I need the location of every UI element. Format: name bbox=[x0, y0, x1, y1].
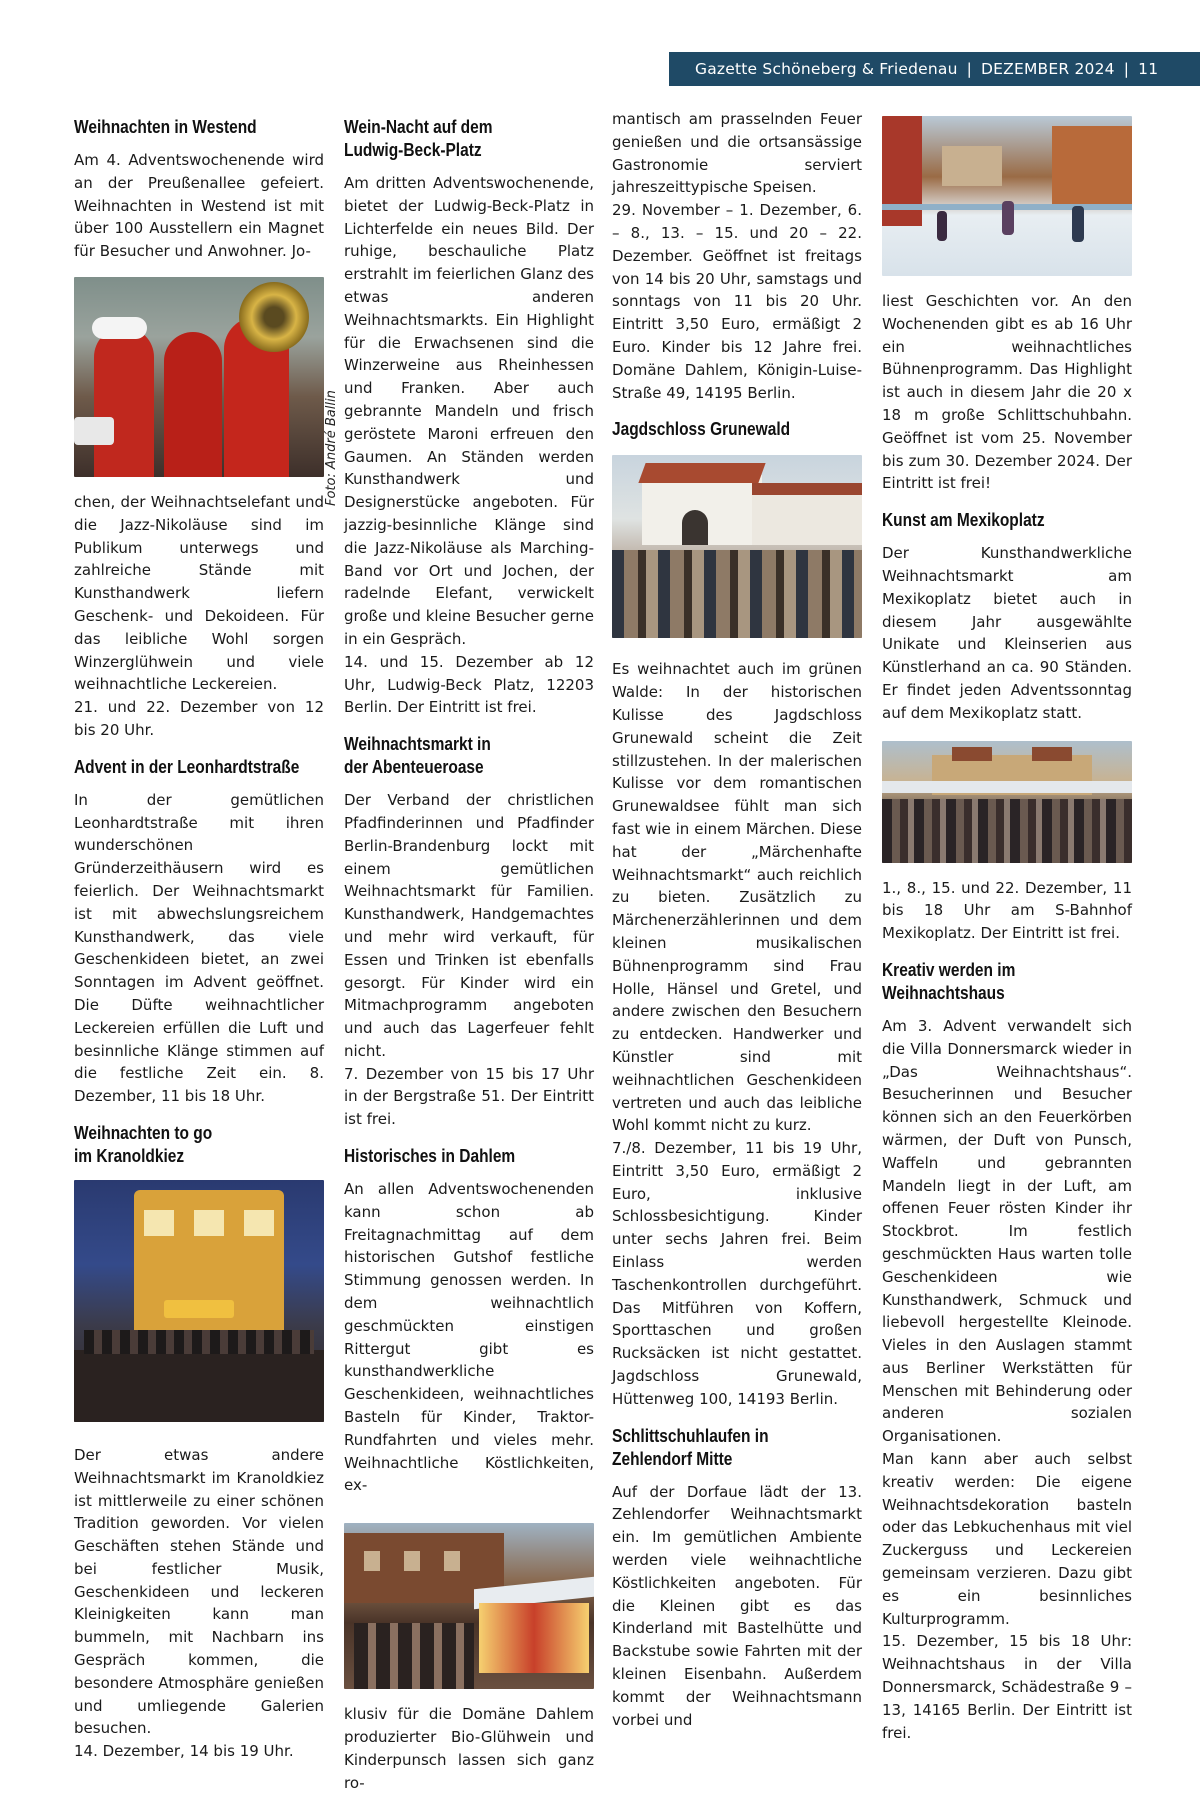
weihnachtshaus-text-2: Man kann aber auch selbst kreativ werden: Die eigene Weihnachtsdekoration basteln oder das Lebkuchenhaus mit viel Zuckerguss und Leckereien gemeinsam verzieren. Dazu gibt es ein besinnliches Kulturprogramm. bbox=[882, 1450, 1132, 1628]
zehlendorf-heading-line-2: Zehlendorf Mitte bbox=[612, 1448, 733, 1469]
jagdschloss-text: Es weihnachtet auch im grünen Walde: In der historischen Kulisse des Jagdschloss Grunewald scheint die Zeit stillzustehen. In der malerischen Kulisse vor dem romantischen Grunewaldsee fühlt man sich fast wie in einem Märchen. Diese hat der „Märchenhafte Weihnachtsmarkt“ auch reichlich zu bieten. Zusätzlich zu Märchenerzählerinnen und dem kleinen musikalischen Bühnenprogramm sind Frau Holle, Hänsel und Gretel, und andere zwischen den Besuchern zu entdecken. Handwerker und Künstler sind mit weihnachtlichen Geschenkideen vertreten und auch das leibliche Wohl kommt nicht zu kurz. bbox=[612, 660, 862, 1135]
weihnachtshaus-text-1: Am 3. Advent verwandelt sich die Villa Donnersmarck wieder in „Das Weihnachtshaus“. Besucherinnen und Besucher können sich an den Feuerkörben wärmen, der Duft von Punsch, Waffeln und gebrannten Mandeln liegt in der Luft, am offenen Feuer rösten Kinder ihr Stockbrot. Im festlich geschmückten Haus warten tolle Geschenkideen wie Kunsthandwerk, Schmuck und liebevoll hergestellte Kleinode. Vieles in den Auslagen stammt aus Berliner Werkstätten für Menschen mit Behinderung oder anderen sozialen Organisationen. bbox=[882, 1016, 1132, 1446]
kranold-heading-line-1: Weihnachten to go bbox=[74, 1122, 213, 1143]
abenteueroase-heading-line-1: Weihnachtsmarkt in bbox=[344, 734, 491, 755]
ice-rink-photo bbox=[882, 116, 1132, 276]
header-separator: | bbox=[1123, 60, 1130, 78]
dahlem-dates: 29. November – 1. Dezember, 6. – 8., 13. – 15. und 20 – 22. Dezember. Geöffnet ist freitags von 14 bis 20 Uhr, samstags und sonntags von 11 bis 20 Uhr. Eintritt 3,50 Euro, ermäßigt 2 Euro. Kinder bis 12 Jahre frei. Domäne Dahlem, Königin-Luise-Straße 49, 14195 Berlin. bbox=[612, 201, 862, 402]
kranold-heading bbox=[74, 1122, 323, 1168]
mexikoplatz-text: Der Kunsthandwerkliche Weihnachtsmarkt am Mexikoplatz bietet auch in diesem Jahr ausgewählte Unikate und Kleinserien aus Künstlerhand an ca. 90 Ständen. Er findet jeden Adventssonntag auf dem Mexikoplatz statt. bbox=[882, 544, 1132, 722]
leonhardt-text: In der gemütlichen Leonhardtstraße mit ihren wunderschönen Gründerzeithäusern wird es feierlich. Der Weihnachtsmarkt ist mit abwechslungsreichem Kunsthandwerk, das viele Geschenkideen bietet, an zwei Sonntagen im Advent geöffnet. Die Düfte weihnachtlicher Leckereien erfüllen die Luft und besinnliche Klänge stimmen auf die festliche Zeit ein. 8. Dezember, 11 bis 18 Uhr. bbox=[74, 790, 324, 1106]
dahlem-text-2: klusiv für die Domäne Dahlem produzierter Bio-Glühwein und Kinderpunsch lassen sich ganz ro- bbox=[344, 1705, 594, 1792]
weihnachtshaus-heading-line-2: Weihnachtshaus bbox=[882, 982, 1005, 1003]
leonhardt-heading: Advent in der Leonhardtstraße bbox=[74, 756, 300, 777]
zehlendorf-text: Auf der Dorfaue lädt der 13. Zehlendorfer Weihnachtsmarkt ein. Im gemütlichen Ambiente werden viele weihnachtliche Köstlichkeiten angeboten. Für die Kleinen gibt es das Kinderland mit Bastelhütte und Backstube sowie Fahrten mit der kleinen Eisenbahn. Außerdem kommt der Weihnachtsmann vorbei und bbox=[612, 1482, 862, 1729]
westend-text-2: chen, der Weihnachtselefant und die Jazz-Nikoläuse sind im Publikum unterwegs und zahlreiche Stände mit Kunsthandwerk liefern Geschenk- und Dekoideen. Für das leibliche Wohl sorgen Winzerglühwein und viele weihnachtliche Leckereien. bbox=[74, 492, 324, 694]
column-2 bbox=[344, 116, 594, 1794]
abenteueroase-text: Der Verband der christlichen Pfadfinderinnen und Pfadfinder Berlin-Brandenburg lockt mit einem gemütlichen Weihnachtsmarkt für Familien. Kunsthandwerk, Handgemachtes und mehr wird verkauft, für Essen und Trinken ist ebenfalls gesorgt. Für Kinder wird ein Mitmachprogramm angeboten und auch das Lagerfeuer fehlt nicht. bbox=[344, 791, 594, 1060]
wein-nacht-heading-line-2: Ludwig-Beck-Platz bbox=[344, 140, 482, 160]
abenteueroase-heading bbox=[344, 733, 593, 779]
wein-nacht-text: Am dritten Adventswochenende, bietet der Ludwig-Beck-Platz in Lichterfelde ein neues Bild. Der ruhige, beschauliche Platz erstrahlt im feierlichen Glanz des etwas anderen Weihnachtsmarkts. Ein Highlight für die Erwachsenen sind die Winzerweine aus Rheinhessen und Franken. Aber auch gebrannte Mandeln und frisch geröstete Maroni erfreuen den Gaumen. An Ständen werden Kunsthandwerk und Designerstücke angeboten. Für jazzig-besinnliche Klänge sind die Jazz-Nikoläuse als Marching-Band vor Ort und Jochen, der radelnde Elefant, verwickelt große und kleine Besucher gerne in ein Gespräch. bbox=[344, 174, 594, 648]
page-number: 11 bbox=[1138, 60, 1159, 78]
wein-nacht-heading bbox=[344, 116, 593, 162]
abenteueroase-dates: 7. Dezember von 15 bis 17 Uhr in der Bergstraße 51. Der Eintritt ist frei. bbox=[344, 1064, 594, 1129]
photo-credit: Foto: André Ballin bbox=[324, 390, 339, 506]
dahlem-text-1: An allen Adventswochenenden kann schon ab Freitagnachmittag auf dem historischen Gutshof festliche Stimmung genossen werden. In dem weihnachtlich geschmückten einstigen Rittergut gibt es kunsthandwerkliche Geschenkideen, weihnachtliches Basteln für Kinder, Traktor-Rundfahrten und vieles mehr. Weihnachtliche Köstlichkeiten, ex- bbox=[344, 1180, 594, 1495]
kranoldkiez-photo bbox=[74, 1180, 324, 1422]
column-3 bbox=[612, 108, 862, 1731]
zehlendorf-text-2: liest Geschichten vor. An den Wochenenden gibt es ab 16 Uhr ein weihnachtliches Bühnenprogramm. Das Highlight ist auch in diesem Jahr die 20 x 18 m große Schlittschuhbahn. Geöffnet ist vom 25. November bis zum 30. Dezember 2024. Der Eintritt ist frei! bbox=[882, 292, 1132, 493]
wein-nacht-dates: 14. und 15. Dezember ab 12 Uhr, Ludwig-Beck Platz, 12203 Berlin. Der Eintritt ist frei. bbox=[344, 652, 594, 717]
issue-date: DEZEMBER 2024 bbox=[981, 60, 1115, 78]
publication-name: Gazette Schöneberg & Friedenau bbox=[695, 60, 958, 78]
jagdschloss-heading: Jagdschloss Grunewald bbox=[612, 419, 791, 440]
zehlendorf-heading bbox=[612, 1425, 861, 1471]
weihnachtshaus-heading bbox=[882, 959, 1131, 1005]
kranold-dates: 14. Dezember, 14 bis 19 Uhr. bbox=[74, 1742, 294, 1761]
column-4 bbox=[882, 116, 1132, 1744]
westend-dates: 21. und 22. Dezember von 12 bis 20 Uhr. bbox=[74, 698, 324, 739]
dahlem-text-3: mantisch am prasselnden Feuer genießen und die ortsansässige Gastronomie serviert jahreszeittypische Speisen. bbox=[612, 110, 862, 197]
weihnachtshaus-heading-line-1: Kreativ werden im bbox=[882, 959, 1016, 980]
westend-text-1: Am 4. Adventswochenende wird an der Preußenallee gefeiert. Weihnachten in Westend ist mit über 100 Ausstellern ein Magnet für Besucher und Anwohner. Jo- bbox=[74, 151, 324, 261]
column-1 bbox=[74, 116, 339, 1763]
page-header bbox=[669, 52, 1200, 86]
header-separator: | bbox=[966, 60, 973, 78]
westend-heading: Weihnachten in Westend bbox=[74, 117, 257, 137]
weihnachtshaus-dates: 15. Dezember, 15 bis 18 Uhr: Weihnachtshaus in der Villa Donnersmarck, Schädestraße 9 – 13, 14165 Berlin. Der Eintritt ist frei. bbox=[882, 1632, 1132, 1742]
abenteueroase-heading-line-2: der Abenteueroase bbox=[344, 757, 484, 778]
jagdschloss-dates: 7./8. Dezember, 11 bis 19 Uhr, Eintritt 3,50 Euro, ermäßigt 2 Euro, inklusive Schlossbesichtigung. Kinder unter sechs Jahren frei. Beim Einlass werden Taschenkontrollen durchgeführt. Das Mitführen von Koffern, Sporttaschen und großen Rucksäcken ist nicht gestattet. Jagdschloss Grunewald, Hüttenweg 100, 14193 Berlin. bbox=[612, 1139, 862, 1408]
mexikoplatz-photo bbox=[882, 741, 1132, 863]
brass-band-photo bbox=[74, 277, 324, 477]
dahlem-market-photo bbox=[344, 1523, 594, 1689]
wein-nacht-heading-line-1: Wein-Nacht auf dem bbox=[344, 117, 493, 137]
kranold-heading-line-2: im Kranoldkiez bbox=[74, 1145, 185, 1166]
mexikoplatz-heading: Kunst am Mexikoplatz bbox=[882, 510, 1045, 531]
zehlendorf-heading-line-1: Schlittschuhlaufen in bbox=[612, 1425, 769, 1446]
kranold-text: Der etwas andere Weihnachtsmarkt im Kranoldkiez ist mittlerweile zu einer schönen Tradition geworden. Vor vielen Geschäften stehen Stände und bei festlicher Musik, Geschenkideen und leckeren Kleinigkeiten kann man bummeln, mit Nachbarn ins Gespräch kommen, die besondere Atmosphäre genießen und umliegende Galerien besuchen. bbox=[74, 1445, 324, 1738]
jagdschloss-photo bbox=[612, 455, 862, 638]
dahlem-heading: Historisches in Dahlem bbox=[344, 1146, 516, 1167]
mexikoplatz-dates: 1., 8., 15. und 22. Dezember, 11 bis 18 Uhr am S-Bahnhof Mexikoplatz. Der Eintritt ist frei. bbox=[882, 878, 1132, 943]
